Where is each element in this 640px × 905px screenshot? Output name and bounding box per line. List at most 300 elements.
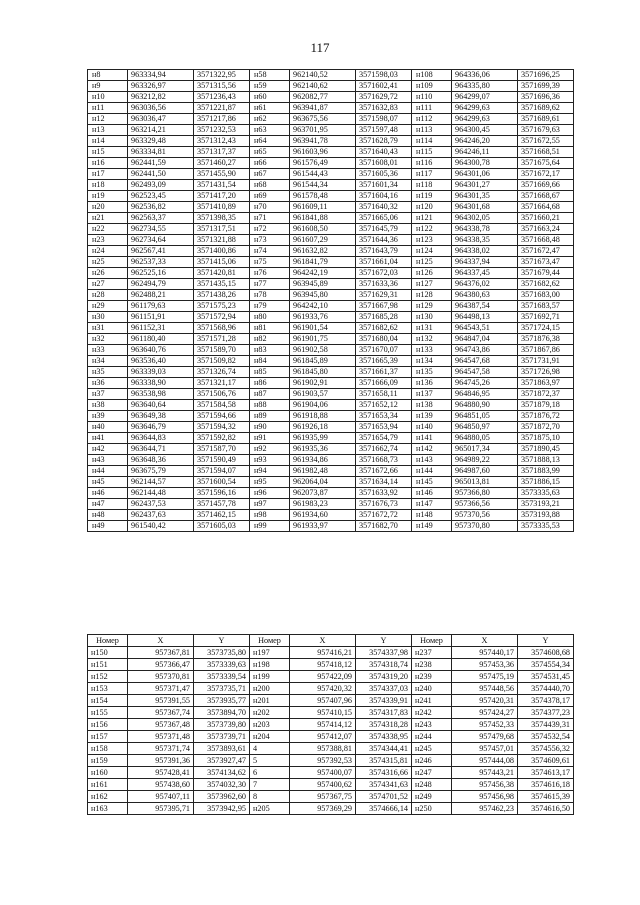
y-value-cell: 3571221,87	[194, 103, 250, 114]
point-id-cell: н123	[412, 235, 452, 246]
x-value-cell: 963338,90	[128, 378, 194, 389]
y-value-cell: 3571672,55	[518, 136, 574, 147]
point-id-cell: н11	[88, 103, 128, 114]
y-value-cell: 3573335,53	[518, 521, 574, 532]
x-value-cell: 963644,71	[128, 444, 194, 455]
x-value-cell: 961918,88	[290, 411, 356, 422]
y-value-cell: 3571886,15	[518, 477, 574, 488]
table-row	[88, 323, 574, 334]
table-row	[88, 695, 574, 707]
y-value-cell: 3571509,82	[194, 356, 250, 367]
point-id-cell: н127	[412, 279, 452, 290]
point-id-cell: н18	[88, 180, 128, 191]
x-value-cell: 963214,21	[128, 125, 194, 136]
y-value-cell: 3573962,60	[194, 791, 250, 803]
x-value-cell: 964880,05	[452, 433, 518, 444]
point-id-cell: н87	[250, 389, 290, 400]
y-value-cell: 3571594,66	[194, 411, 250, 422]
y-value-cell: 3571883,99	[518, 466, 574, 477]
y-value-cell: 3571571,28	[194, 334, 250, 345]
y-value-cell: 3571462,15	[194, 510, 250, 521]
point-id-cell: н31	[88, 323, 128, 334]
x-value-cell: 964299,07	[452, 92, 518, 103]
point-id-cell: н204	[250, 731, 290, 743]
table-row	[88, 731, 574, 743]
table-row	[88, 477, 574, 488]
point-id-cell: н17	[88, 169, 128, 180]
y-value-cell: 3571672,17	[518, 169, 574, 180]
y-value-cell: 3571232,53	[194, 125, 250, 136]
point-id-cell: н118	[412, 180, 452, 191]
y-value-cell: 3571455,90	[194, 169, 250, 180]
table-row	[88, 279, 574, 290]
y-value-cell: 3574531,45	[518, 671, 574, 683]
y-value-cell: 3571600,54	[194, 477, 250, 488]
table-row	[88, 671, 574, 683]
y-value-cell: 3571660,21	[518, 213, 574, 224]
x-value-cell: 957395,71	[128, 803, 194, 815]
point-id-cell: н62	[250, 114, 290, 125]
y-value-cell: 3571699,39	[518, 81, 574, 92]
x-value-cell: 962437,53	[128, 499, 194, 510]
point-id-cell: н9	[88, 81, 128, 92]
point-id-cell: н136	[412, 378, 452, 389]
coordinates-table-2-body	[88, 647, 574, 815]
point-id-cell: н86	[250, 378, 290, 389]
y-value-cell: 3571668,51	[518, 147, 574, 158]
point-id-cell: н42	[88, 444, 128, 455]
x-value-cell: 957400,62	[290, 779, 356, 791]
y-value-cell: 3571672,03	[356, 268, 412, 279]
column-header-y: Y	[518, 635, 574, 647]
point-id-cell: н47	[88, 499, 128, 510]
y-value-cell: 3571645,79	[356, 224, 412, 235]
y-value-cell: 3571643,79	[356, 246, 412, 257]
point-id-cell: н84	[250, 356, 290, 367]
point-id-cell: н61	[250, 103, 290, 114]
y-value-cell: 3574616,50	[518, 803, 574, 815]
y-value-cell: 3571682,70	[356, 521, 412, 532]
point-id-cell: н246	[412, 755, 452, 767]
y-value-cell: 3571653,94	[356, 422, 412, 433]
x-value-cell: 963648,36	[128, 455, 194, 466]
table-row	[88, 235, 574, 246]
table-row	[88, 125, 574, 136]
x-value-cell: 963640,76	[128, 345, 194, 356]
point-id-cell: н126	[412, 268, 452, 279]
x-value-cell: 964850,97	[452, 422, 518, 433]
y-value-cell: 3573894,70	[194, 707, 250, 719]
point-id-cell: н70	[250, 202, 290, 213]
point-id-cell: н46	[88, 488, 128, 499]
point-id-cell: н63	[250, 125, 290, 136]
point-id-cell: н132	[412, 334, 452, 345]
x-value-cell: 965017,34	[452, 444, 518, 455]
y-value-cell: 3571589,70	[194, 345, 250, 356]
x-value-cell: 964301,35	[452, 191, 518, 202]
y-value-cell: 3571594,07	[194, 466, 250, 477]
point-id-cell: н242	[412, 707, 452, 719]
point-id-cell: н33	[88, 345, 128, 356]
table-row	[88, 499, 574, 510]
y-value-cell: 3571598,07	[356, 114, 412, 125]
x-value-cell: 964299,63	[452, 103, 518, 114]
x-value-cell: 957424,27	[452, 707, 518, 719]
y-value-cell: 3571664,68	[518, 202, 574, 213]
x-value-cell: 961933,76	[290, 312, 356, 323]
y-value-cell: 3574338,95	[356, 731, 412, 743]
x-value-cell: 964989,22	[452, 455, 518, 466]
x-value-cell: 957407,96	[290, 695, 356, 707]
point-id-cell: н35	[88, 367, 128, 378]
y-value-cell: 3574339,91	[356, 695, 412, 707]
x-value-cell: 957371,48	[128, 731, 194, 743]
y-value-cell: 3574532,54	[518, 731, 574, 743]
x-value-cell: 962488,21	[128, 290, 194, 301]
point-id-cell: н112	[412, 114, 452, 125]
table-row	[88, 510, 574, 521]
point-id-cell: н71	[250, 213, 290, 224]
x-value-cell: 963675,79	[128, 466, 194, 477]
x-value-cell: 963334,81	[128, 147, 194, 158]
x-value-cell: 957457,01	[452, 743, 518, 755]
point-id-cell: н128	[412, 290, 452, 301]
x-value-cell: 957366,80	[452, 488, 518, 499]
point-id-cell: н95	[250, 477, 290, 488]
table-row	[88, 147, 574, 158]
point-id-cell: н15	[88, 147, 128, 158]
x-value-cell: 963941,87	[290, 103, 356, 114]
point-id-cell: н120	[412, 202, 452, 213]
point-id-cell: н32	[88, 334, 128, 345]
x-value-cell: 962082,77	[290, 92, 356, 103]
y-value-cell: 3574315,81	[356, 755, 412, 767]
y-value-cell: 3571731,91	[518, 356, 574, 367]
point-id-cell: н77	[250, 279, 290, 290]
point-id-cell: 8	[250, 791, 290, 803]
y-value-cell: 3571415,06	[194, 257, 250, 268]
x-value-cell: 962536,82	[128, 202, 194, 213]
x-value-cell: 964987,60	[452, 466, 518, 477]
y-value-cell: 3571634,14	[356, 477, 412, 488]
y-value-cell: 3573739,71	[194, 731, 250, 743]
column-header-x: X	[290, 635, 356, 647]
y-value-cell: 3571605,03	[194, 521, 250, 532]
point-id-cell: н149	[412, 521, 452, 532]
x-value-cell: 961904,06	[290, 400, 356, 411]
x-value-cell: 962441,50	[128, 169, 194, 180]
x-value-cell: 957420,32	[290, 683, 356, 695]
point-id-cell: н241	[412, 695, 452, 707]
x-value-cell: 964337,45	[452, 268, 518, 279]
point-id-cell: н116	[412, 158, 452, 169]
point-id-cell: н115	[412, 147, 452, 158]
point-id-cell: н12	[88, 114, 128, 125]
y-value-cell: 3571682,62	[518, 279, 574, 290]
table-row	[88, 659, 574, 671]
y-value-cell: 3574341,63	[356, 779, 412, 791]
point-id-cell: н41	[88, 433, 128, 444]
point-id-cell: н130	[412, 312, 452, 323]
y-value-cell: 3571601,34	[356, 180, 412, 191]
x-value-cell: 963945,89	[290, 279, 356, 290]
point-id-cell: н48	[88, 510, 128, 521]
point-id-cell: н73	[250, 235, 290, 246]
x-value-cell: 957371,47	[128, 683, 194, 695]
point-id-cell: 5	[250, 755, 290, 767]
x-value-cell: 961179,63	[128, 301, 194, 312]
x-value-cell: 964336,06	[452, 70, 518, 81]
x-value-cell: 957453,36	[452, 659, 518, 671]
point-id-cell: н92	[250, 444, 290, 455]
point-id-cell: н200	[250, 683, 290, 695]
y-value-cell: 3571872,37	[518, 389, 574, 400]
y-value-cell: 3571666,09	[356, 378, 412, 389]
point-id-cell: н16	[88, 158, 128, 169]
y-value-cell: 3571867,86	[518, 345, 574, 356]
point-id-cell: н25	[88, 257, 128, 268]
y-value-cell: 3571632,83	[356, 103, 412, 114]
x-value-cell: 964242,19	[290, 268, 356, 279]
y-value-cell: 3571460,27	[194, 158, 250, 169]
y-value-cell: 3571568,96	[194, 323, 250, 334]
point-id-cell: н157	[88, 731, 128, 743]
table-row	[88, 268, 574, 279]
y-value-cell: 3571597,48	[356, 125, 412, 136]
table-header-row	[88, 635, 574, 647]
table-row	[88, 92, 574, 103]
x-value-cell: 957369,29	[290, 803, 356, 815]
x-value-cell: 961578,48	[290, 191, 356, 202]
column-header-number: Номер	[88, 635, 128, 647]
point-id-cell: н138	[412, 400, 452, 411]
table-row	[88, 334, 574, 345]
point-id-cell: н140	[412, 422, 452, 433]
x-value-cell: 962140,62	[290, 81, 356, 92]
point-id-cell: н162	[88, 791, 128, 803]
point-id-cell: н90	[250, 422, 290, 433]
x-value-cell: 964301,27	[452, 180, 518, 191]
x-value-cell: 964301,68	[452, 202, 518, 213]
table-row	[88, 455, 574, 466]
x-value-cell: 957452,33	[452, 719, 518, 731]
y-value-cell: 3571665,39	[356, 356, 412, 367]
point-id-cell: н199	[250, 671, 290, 683]
y-value-cell: 3571575,23	[194, 301, 250, 312]
y-value-cell: 3571438,26	[194, 290, 250, 301]
x-value-cell: 964299,63	[452, 114, 518, 125]
table-row	[88, 301, 574, 312]
x-value-cell: 957367,75	[290, 791, 356, 803]
x-value-cell: 962734,64	[128, 235, 194, 246]
table-row	[88, 779, 574, 791]
x-value-cell: 957371,74	[128, 743, 194, 755]
point-id-cell: н240	[412, 683, 452, 695]
point-id-cell: н67	[250, 169, 290, 180]
point-id-cell: н43	[88, 455, 128, 466]
point-id-cell: н155	[88, 707, 128, 719]
column-header-y: Y	[356, 635, 412, 647]
y-value-cell: 3571598,03	[356, 70, 412, 81]
point-id-cell: 4	[250, 743, 290, 755]
point-id-cell: н110	[412, 92, 452, 103]
point-id-cell: н129	[412, 301, 452, 312]
column-header-x: X	[452, 635, 518, 647]
coordinates-table-2	[87, 634, 574, 815]
point-id-cell: н10	[88, 92, 128, 103]
point-id-cell: н111	[412, 103, 452, 114]
y-value-cell: 3574666,14	[356, 803, 412, 815]
point-id-cell: н117	[412, 169, 452, 180]
y-value-cell: 3574344,41	[356, 743, 412, 755]
y-value-cell: 3571400,86	[194, 246, 250, 257]
x-value-cell: 961934,86	[290, 455, 356, 466]
y-value-cell: 3571608,01	[356, 158, 412, 169]
point-id-cell: н244	[412, 731, 452, 743]
x-value-cell: 962567,41	[128, 246, 194, 257]
point-id-cell: н60	[250, 92, 290, 103]
y-value-cell: 3571669,66	[518, 180, 574, 191]
x-value-cell: 961935,36	[290, 444, 356, 455]
x-value-cell: 961540,42	[128, 521, 194, 532]
point-id-cell: н203	[250, 719, 290, 731]
y-value-cell: 3574613,17	[518, 767, 574, 779]
y-value-cell: 3571326,74	[194, 367, 250, 378]
table-row	[88, 356, 574, 367]
page-number: 117	[310, 40, 330, 55]
x-value-cell: 964300,78	[452, 158, 518, 169]
point-id-cell: н82	[250, 334, 290, 345]
y-value-cell: 3571321,88	[194, 235, 250, 246]
x-value-cell: 964880,90	[452, 400, 518, 411]
x-value-cell: 962073,87	[290, 488, 356, 499]
point-id-cell: н161	[88, 779, 128, 791]
point-id-cell: н28	[88, 290, 128, 301]
x-value-cell: 964242,10	[290, 301, 356, 312]
x-value-cell: 963339,03	[128, 367, 194, 378]
y-value-cell: 3571668,48	[518, 235, 574, 246]
point-id-cell: н144	[412, 466, 452, 477]
y-value-cell: 3571863,97	[518, 378, 574, 389]
x-value-cell: 961926,18	[290, 422, 356, 433]
y-value-cell: 3571663,24	[518, 224, 574, 235]
point-id-cell: н39	[88, 411, 128, 422]
x-value-cell: 964847,04	[452, 334, 518, 345]
y-value-cell: 3573735,71	[194, 683, 250, 695]
x-value-cell: 961841,88	[290, 213, 356, 224]
x-value-cell: 963212,82	[128, 92, 194, 103]
y-value-cell: 3571668,67	[518, 191, 574, 202]
y-value-cell: 3574032,30	[194, 779, 250, 791]
y-value-cell: 3571410,89	[194, 202, 250, 213]
x-value-cell: 963675,56	[290, 114, 356, 125]
x-value-cell: 964246,11	[452, 147, 518, 158]
x-value-cell: 964338,35	[452, 235, 518, 246]
y-value-cell: 3571888,13	[518, 455, 574, 466]
point-id-cell: н36	[88, 378, 128, 389]
x-value-cell: 962140,52	[290, 70, 356, 81]
x-value-cell: 962494,79	[128, 279, 194, 290]
coordinates-table-1	[87, 69, 574, 532]
table-row	[88, 433, 574, 444]
y-value-cell: 3571872,70	[518, 422, 574, 433]
point-id-cell: н91	[250, 433, 290, 444]
x-value-cell: 961180,40	[128, 334, 194, 345]
point-id-cell: н141	[412, 433, 452, 444]
x-value-cell: 961632,82	[290, 246, 356, 257]
point-id-cell: н248	[412, 779, 452, 791]
point-id-cell: н143	[412, 455, 452, 466]
x-value-cell: 961983,23	[290, 499, 356, 510]
x-value-cell: 961603,96	[290, 147, 356, 158]
point-id-cell: н72	[250, 224, 290, 235]
x-value-cell: 961902,58	[290, 345, 356, 356]
y-value-cell: 3571696,25	[518, 70, 574, 81]
x-value-cell: 962437,63	[128, 510, 194, 521]
point-id-cell: н135	[412, 367, 452, 378]
point-id-cell: н24	[88, 246, 128, 257]
point-id-cell: н153	[88, 683, 128, 695]
table-row	[88, 719, 574, 731]
x-value-cell: 957370,81	[128, 671, 194, 683]
table-row	[88, 246, 574, 257]
x-value-cell: 957388,81	[290, 743, 356, 755]
y-value-cell: 3571683,57	[518, 301, 574, 312]
x-value-cell: 964301,06	[452, 169, 518, 180]
y-value-cell: 3571653,34	[356, 411, 412, 422]
y-value-cell: 3571584,58	[194, 400, 250, 411]
x-value-cell: 957367,48	[128, 719, 194, 731]
x-value-cell: 963536,40	[128, 356, 194, 367]
table-row	[88, 767, 574, 779]
y-value-cell: 3571633,92	[356, 488, 412, 499]
point-id-cell: н89	[250, 411, 290, 422]
y-value-cell: 3571457,78	[194, 499, 250, 510]
y-value-cell: 3571724,15	[518, 323, 574, 334]
table-row	[88, 70, 574, 81]
x-value-cell: 964743,86	[452, 345, 518, 356]
point-id-cell: н152	[88, 671, 128, 683]
table-row	[88, 422, 574, 433]
point-id-cell: н139	[412, 411, 452, 422]
x-value-cell: 957412,07	[290, 731, 356, 743]
y-value-cell: 3571876,38	[518, 334, 574, 345]
point-id-cell: н38	[88, 400, 128, 411]
x-value-cell: 961902,91	[290, 378, 356, 389]
point-id-cell: н158	[88, 743, 128, 755]
x-value-cell: 957456,38	[452, 779, 518, 791]
x-value-cell: 963538,98	[128, 389, 194, 400]
table-row	[88, 191, 574, 202]
y-value-cell: 3571726,98	[518, 367, 574, 378]
point-id-cell: н97	[250, 499, 290, 510]
x-value-cell: 963036,56	[128, 103, 194, 114]
y-value-cell: 3571398,35	[194, 213, 250, 224]
table-row	[88, 411, 574, 422]
x-value-cell: 961544,43	[290, 169, 356, 180]
table-row	[88, 647, 574, 659]
x-value-cell: 964543,51	[452, 323, 518, 334]
x-value-cell: 964387,54	[452, 301, 518, 312]
x-value-cell: 957370,80	[452, 521, 518, 532]
point-id-cell: н94	[250, 466, 290, 477]
y-value-cell: 3573735,80	[194, 647, 250, 659]
table-row	[88, 803, 574, 815]
y-value-cell: 3573893,61	[194, 743, 250, 755]
x-value-cell: 964335,80	[452, 81, 518, 92]
y-value-cell: 3571696,36	[518, 92, 574, 103]
x-value-cell: 957418,12	[290, 659, 356, 671]
